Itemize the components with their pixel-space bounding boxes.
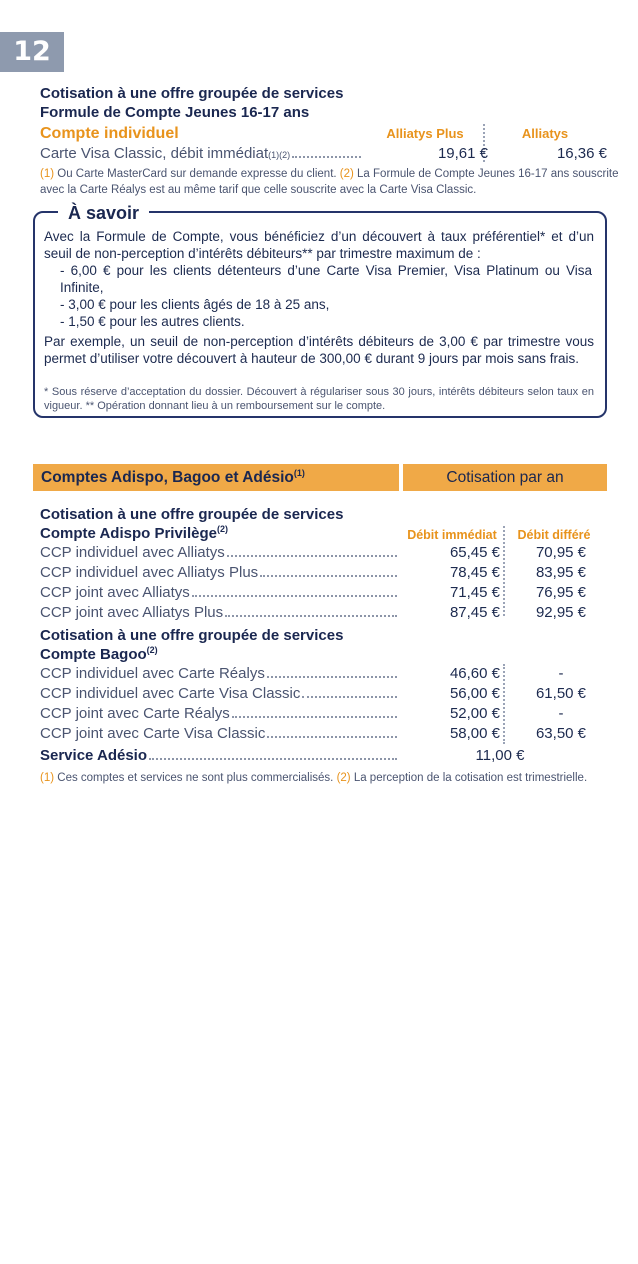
dot-leader: [225, 615, 397, 617]
info-footnote: * Sous réserve d’acceptation du dossier. Découvert à régulariser sous 30 jours, intérêts débiteurs selon taux en vigueur. ** Opération donnant lieu à un remboursement sur le compte.: [44, 386, 594, 412]
value-debit-differe: -: [558, 705, 564, 722]
info-example: Par exemple, un seuil de non-perception d’intérêts débiteurs de 3,00 € par trimestre vous permet d’utiliser votre découvert à hauteur de 300,00 € durant 9 jours par mois sans frais.: [44, 334, 594, 366]
table-row: [40, 563, 606, 583]
col-header-debit-immediat: Débit immédiat: [407, 528, 497, 542]
dot-leader: [267, 736, 397, 738]
section2-footnote: [40, 770, 587, 786]
table-row: [40, 583, 606, 603]
dot-leader: [302, 696, 397, 698]
adispo-title: [40, 524, 228, 543]
bagoo-title: [40, 645, 158, 664]
dot-leader: [232, 716, 397, 718]
value-debit-immediat: 78,45 €: [449, 564, 500, 581]
col-header-alliatys: Alliatys: [521, 126, 569, 141]
section2-heading: Cotisation à une offre groupée de services: [40, 506, 344, 523]
section2-title-bar: [33, 464, 399, 491]
value-debit-immediat: 71,45 €: [449, 584, 500, 601]
section1-product: Compte individuel: [40, 125, 179, 142]
adesio-value: 11,00 €: [475, 747, 525, 764]
bagoo-title-ref: (2): [146, 645, 158, 655]
section1-heading2: Formule de Compte Jeunes 16-17 ans: [40, 104, 310, 121]
section2-title: Comptes Adispo, Bagoo et Adésio: [41, 469, 294, 486]
value-debit-differe: 63,50 €: [535, 725, 587, 742]
info-bullet: - 3,00 € pour les clients âgés de 18 à 25 ans,: [60, 297, 330, 312]
col-header-debit-differe: Débit différé: [517, 528, 591, 542]
info-box-title: À savoir: [58, 202, 149, 224]
row-label: CCP individuel avec Carte Visa Classic: [40, 685, 301, 702]
adesio-row: [40, 746, 606, 766]
section1-footnote-line2: avec la Carte Réalys est au même tarif que celle souscrite avec la Carte Visa Classic.: [40, 184, 477, 196]
value-debit-immediat: 46,60 €: [449, 665, 500, 682]
bagoo-heading: Cotisation à une offre groupée de services: [40, 627, 344, 644]
value-alliatys: 16,36 €: [556, 145, 607, 162]
value-debit-differe: 70,95 €: [535, 544, 587, 561]
table-row: [40, 724, 606, 744]
dot-leader: [149, 758, 397, 760]
section2-col-header: Cotisation par an: [403, 464, 607, 491]
footnote-marker: (1): [40, 772, 55, 784]
info-intro: Avec la Formule de Compte, vous bénéficiez d’un découvert à taux préférentiel* et d’un seuil de non-perception d’intérêts débiteurs** par trimestre maximum de :: [44, 229, 594, 261]
adispo-title-ref: (2): [216, 524, 228, 534]
dot-leader: [227, 555, 397, 557]
value-debit-differe: 76,95 €: [535, 584, 587, 601]
row-label: CCP joint avec Carte Visa Classic: [40, 725, 266, 742]
footnote-text: Ces comptes et services ne sont plus commercialisés.: [54, 772, 337, 784]
footnote-marker: (2): [336, 772, 351, 784]
page-number: 12: [0, 32, 64, 72]
value-debit-immediat: 52,00 €: [449, 705, 500, 722]
footnote-text: La Formule de Compte Jeunes 16-17 ans souscrite: [353, 168, 619, 180]
table-row: Carte Visa Classic, débit immédiat (1)(2) 19,61 € 16,36 €: [40, 145, 607, 162]
adispo-title-text: Compte Adispo Privilège: [40, 525, 217, 542]
row-label: Carte Visa Classic, débit immédiat: [40, 145, 269, 162]
row-label: CCP individuel avec Carte Réalys: [40, 665, 265, 682]
value-debit-immediat: 87,45 €: [449, 604, 500, 621]
table-row: [40, 664, 606, 684]
dot-leader: [260, 575, 397, 577]
table-row: [40, 603, 606, 623]
row-label: CCP joint avec Alliatys: [40, 584, 190, 601]
table-row: [40, 543, 606, 563]
footnote-text: La perception de la cotisation est trimestrielle.: [350, 772, 588, 784]
dot-leader: [292, 156, 361, 158]
value-debit-immediat: 58,00 €: [449, 725, 500, 742]
value-debit-differe: -: [558, 665, 564, 682]
dot-leader: [192, 595, 397, 597]
row-label: CCP joint avec Alliatys Plus: [40, 604, 224, 621]
value-debit-immediat: 65,45 €: [449, 544, 500, 561]
row-label: CCP joint avec Carte Réalys: [40, 705, 230, 722]
table-row: [40, 684, 606, 704]
row-label: CCP individuel avec Alliatys Plus: [40, 564, 259, 581]
value-alliatys-plus: 19,61 €: [437, 145, 488, 162]
info-bullet: - 6,00 € pour les clients détenteurs d’une Carte Visa Premier, Visa Platinum ou Visa Infinite,: [60, 263, 592, 295]
table-row: [40, 704, 606, 724]
value-debit-differe: 92,95 €: [535, 604, 587, 621]
section1-footnote: [40, 166, 618, 182]
row-label: CCP individuel avec Alliatys: [40, 544, 225, 561]
value-debit-immediat: 56,00 €: [449, 685, 500, 702]
section2-title-ref: (1): [293, 467, 305, 478]
adesio-label: Service Adésio: [40, 747, 147, 764]
dot-leader: [267, 676, 397, 678]
value-debit-differe: 83,95 €: [535, 564, 587, 581]
col-header-alliatys-plus: Alliatys Plus: [386, 126, 464, 141]
value-debit-differe: 61,50 €: [535, 685, 587, 702]
footnote-marker: (2): [339, 168, 354, 180]
info-bullet: - 1,50 € pour les autres clients.: [60, 314, 245, 329]
footnote-marker: (1): [40, 168, 55, 180]
bagoo-title-text: Compte Bagoo: [40, 646, 147, 663]
footnote-text: Ou Carte MasterCard sur demande expresse du client.: [54, 168, 340, 180]
section1-heading1: Cotisation à une offre groupée de services: [40, 85, 344, 102]
